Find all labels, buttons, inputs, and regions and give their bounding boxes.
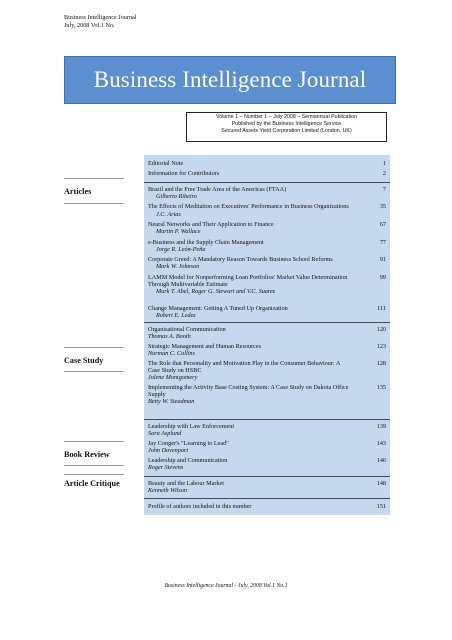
toc-intro — [144, 155, 390, 182]
toc-entry[interactable] — [148, 186, 386, 193]
toc-entry-author: Kenneth Wilson — [148, 487, 188, 494]
toc-entry-page: 139 — [376, 423, 386, 430]
toc-entry-page: 2 — [382, 170, 386, 177]
section-rule — [64, 178, 124, 179]
toc-entry-title: The Effects of Meditation on Executives' Performance in Business Organizations — [148, 203, 349, 210]
publication-info-box — [186, 112, 387, 142]
publication-publisher: Published by the Business Intelligence Service — [231, 121, 342, 128]
toc-entry-page: 123 — [376, 343, 386, 350]
toc-entry-title: Jay Conger's "Learning to Lead" — [148, 440, 229, 447]
section-rule — [64, 474, 124, 475]
toc-entry-author: Gilberto Ribeiro — [156, 193, 197, 200]
section-rule — [64, 441, 124, 442]
toc-entry-page: 35 — [379, 203, 386, 210]
section-label-case-study: Case Study — [64, 356, 104, 365]
toc-entry-author: Norman C. Collins — [148, 350, 195, 357]
table-of-contents — [144, 155, 390, 515]
section-label-book-review: Book Review — [64, 450, 110, 459]
journal-title-banner — [64, 56, 396, 104]
toc-entry-title: Editorial Note — [148, 160, 184, 167]
toc-entry[interactable] — [148, 170, 386, 177]
toc-entry[interactable] — [148, 503, 386, 510]
toc-entry-title: Leadership with Law Enforcement — [148, 423, 235, 430]
toc-entry[interactable] — [148, 360, 386, 374]
toc-entry-page: 91 — [379, 256, 386, 263]
toc-entry-page: 67 — [379, 221, 386, 228]
toc-entry[interactable] — [148, 480, 386, 487]
toc-entry-author: Thomas A. Booth — [148, 333, 191, 340]
toc-entry-page: 143 — [376, 440, 386, 447]
toc-entry-page: 135 — [376, 384, 386, 391]
toc-entry-author: Mark W. Johnson — [156, 263, 200, 270]
toc-entry-page: 128 — [376, 360, 386, 367]
toc-entry-author: Jorge R. León-Peña — [156, 246, 206, 253]
journal-title: Business Intelligence Journal — [93, 67, 367, 92]
toc-entry[interactable] — [148, 239, 386, 246]
toc-entry-title: Neural Networks and Their Application to Finance — [148, 221, 274, 228]
toc-entry-title: Leadership and Communication — [148, 457, 228, 464]
toc-entry-author: Robert E. Ledez — [156, 312, 196, 319]
publication-volume: Volume 1 – Number 1 – July 2008 – Semiannual Publication — [215, 114, 358, 120]
section-rule — [64, 203, 124, 204]
toc-entry[interactable] — [148, 256, 386, 263]
toc-entry-author: Jolene Montgomery — [148, 374, 198, 381]
section-label-articles: Articles — [64, 187, 92, 196]
toc-entry-title: Beauty and the Labour Market — [148, 480, 224, 487]
toc-entry-page: 151 — [376, 503, 386, 510]
running-header-journal: Business Intelligence Journal — [64, 14, 137, 21]
toc-entry-title: e-Business and the Supply Chain Management — [148, 239, 264, 246]
toc-entry-title: Change Management: Getting A Tuned Up Organization — [148, 305, 288, 312]
publication-corporation: Secured Assets Yield Corporation Limited (London, UK) — [221, 128, 352, 135]
toc-entry-title: Profile of authors included in this number — [148, 503, 252, 510]
running-header-issue: July, 2008 Vol.1 No. — [64, 21, 115, 29]
section-label-article-critique: Article Critique — [64, 479, 120, 488]
toc-entry[interactable] — [148, 160, 386, 167]
toc-entry-author: Mark T. Abel, Roger G. Stewart and V.C. Suarez — [156, 288, 276, 295]
toc-entry-page: 111 — [377, 305, 386, 312]
toc-entry[interactable] — [148, 203, 386, 210]
toc-entry-page: 1 — [382, 160, 386, 167]
toc-entry-page: 120 — [376, 326, 386, 333]
toc-entry-author: Sara Asplund — [148, 430, 182, 437]
toc-entry-page: 146 — [376, 457, 386, 464]
toc-entry[interactable] — [148, 221, 386, 228]
toc-profile — [144, 498, 390, 516]
toc-entry-author: Betty W. Steadman — [148, 398, 195, 405]
toc-entry[interactable] — [148, 343, 386, 350]
toc-entry[interactable] — [148, 440, 386, 447]
toc-entry-title: Brazil and the Free Trade Area of the Americas (FTAA) — [148, 186, 287, 193]
toc-entry-title: Corporate Greed: A Mandatory Reason Towards Business School Reforms — [148, 256, 333, 263]
toc-entry-page: 148 — [376, 480, 386, 487]
toc-entry-page: 99 — [379, 274, 386, 281]
toc-entry-title: LAMM Model for Nonperforming Loan Portfolios' Market Value Determination Through Multivariable Estimate — [148, 274, 348, 288]
section-rule — [64, 465, 124, 466]
toc-entry[interactable] — [148, 305, 386, 312]
toc-entry[interactable] — [148, 423, 386, 430]
toc-entry-title: Information for Contributors — [148, 170, 220, 177]
toc-entry[interactable] — [148, 384, 386, 398]
toc-entry-author: J.C. Arias — [156, 211, 181, 218]
toc-entry-author: Martin P. Wallace — [156, 228, 201, 235]
toc-entry-page: 77 — [379, 239, 386, 246]
toc-entry-title: Strategic Management and Human Resources — [148, 343, 262, 350]
toc-entry-title: Organisational Communication — [148, 326, 226, 333]
page-footer: Business Intelligence Journal - July, 2008 Vol.1 No.1 — [164, 583, 288, 589]
toc-entry-title: Implementing the Activity Base Costing System: A Case Study on Dakota Office Supply — [148, 384, 349, 398]
toc-entry[interactable] — [148, 457, 386, 464]
section-rule — [64, 347, 124, 348]
toc-entry-author: John Davenport — [148, 447, 189, 454]
toc-entry[interactable] — [148, 326, 386, 333]
section-rule — [64, 371, 124, 372]
toc-article-critique — [144, 476, 390, 495]
toc-entry-page: 7 — [382, 186, 386, 193]
toc-entry[interactable] — [148, 274, 386, 288]
toc-entry-title: The Role that Personality and Motivation Play in the Consumer Behaviour: A Case Study on HSBC — [148, 360, 340, 374]
toc-entry-author: Roger Stevens — [148, 464, 184, 471]
running-header — [64, 14, 137, 29]
